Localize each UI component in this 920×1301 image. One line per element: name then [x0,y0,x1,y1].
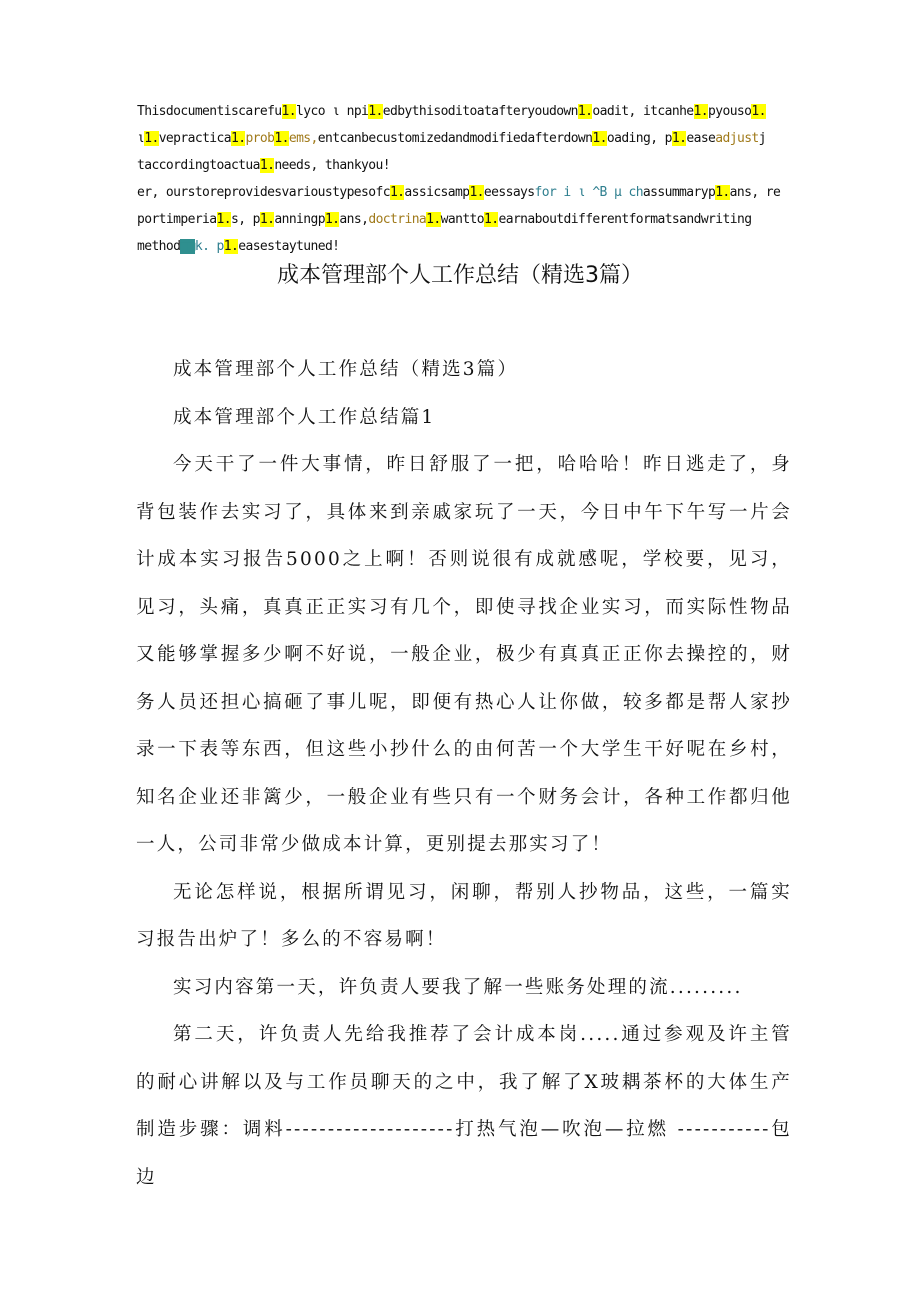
notice-line [137,206,797,233]
highlight-mark: 1. [230,131,246,146]
notice-line [137,152,797,179]
highlight-mark: 1. [484,212,499,227]
highlight-mark: 1. [592,131,607,146]
notice-text: eessays [483,185,535,200]
highlight-mark: 1. [144,131,159,146]
paragraph: 今天干了一件大事情，昨日舒服了一把，哈哈哈！昨日逃走了，身背包装作去实习了，具体来到亲戚家玩了一天，今日中午下午写一片会计成本实习报告5000之上啊！否则说很有成就感呢，学校要，见习，见习，头痛，真真正正实习有几个，即使寻找企业实习，而实际性物品又能够掌握多少啊不好说，一般企业，极少有真真正正你去操控的，财务人员还担心搞砸了事儿呢，即便有热心人让你做，较多都是帮人家抄录一下表等东西，但这些小抄什么的由何苦一个大学生干好呢在乡村，知名企业还非篱少，一般企业有些只有一个财务会计，各种工作都归他一人，公司非常少做成本计算，更别提去那实习了！ [136,454,792,855]
notice-text: entcanbecustomizedandmodifiedafterdown [317,131,593,146]
document-title: 成本管理部个人工作总结（精选3篇） [277,263,643,288]
notice-text: ■■ [180,239,195,254]
notice-text: assicsamp [404,185,470,200]
notice-line [137,233,797,260]
highlight-mark: 1. [389,185,405,200]
highlight-mark: 1. [469,185,484,200]
notice-text: lyco ι npi [296,104,369,119]
notice-line [137,98,797,125]
document-body [136,346,792,1201]
highlight-mark: 1. [577,104,593,119]
notice-text: taccordingtoactua [137,158,260,173]
highlight-mark: 1. [368,104,383,119]
notice-text: ans, [339,212,369,227]
notice-text: wantto [440,212,485,227]
notice-text: assummaryp [642,185,716,200]
highlight-mark: 1. [216,212,231,227]
notice-text: needs, thankyou! [274,158,390,173]
highlight-mark: 1. [715,185,730,200]
notice-text: ems, [288,131,318,146]
highlight-mark: 1. [259,158,275,173]
notice-text: k. p [194,239,224,254]
highlight-mark: 1. [751,104,766,119]
notice-text: method [137,239,181,254]
notice-text: oadit, itcanhe [592,104,694,119]
download-notice [137,98,797,260]
notice-text: ease [686,131,716,146]
notice-text: for i ι ^B μ ch [534,185,643,200]
notice-line [137,179,797,206]
highlight-mark: 1. [671,131,687,146]
highlight-mark: 1. [693,104,709,119]
notice-text: adjust [715,131,759,146]
notice-text: Thisdocumentiscarefu [137,104,282,119]
highlight-mark: 1. [274,131,289,146]
notice-text: doctrina [368,212,427,227]
notice-text: pyouso [708,104,752,119]
notice-text: ι [137,131,145,146]
notice-text: easestaytuned! [238,239,340,254]
notice-text: vepractica [158,131,231,146]
notice-text: earnaboutdifferentformatsandwriting [498,212,752,227]
notice-text: oading, p [606,131,672,146]
notice-line [137,125,797,152]
highlight-mark: 1. [223,239,239,254]
highlight-mark: 1. [426,212,441,227]
subtitle: 成本管理部个人工作总结（精选3篇） [173,359,519,380]
notice-text: anningp [274,212,325,227]
highlight-mark: 1. [259,212,275,227]
notice-text: j [758,131,766,146]
paragraph: 无论怎样说，根据所谓见习，闲聊，帮别人抄物品，这些，一篇实习报告出炉了！多么的不容易啊！ [136,881,792,950]
notice-text: edbythisoditoatafteryoudown [382,104,578,119]
notice-text: prob [245,131,275,146]
notice-text: ans, re [729,185,781,200]
paragraph: 实习内容第一天，许负责人要我了解一些账务处理的流......... [173,976,743,998]
paragraph: 第二天，许负责人先给我推荐了会计成本岗.....通过参观及许主管的耐心讲解以及与工作员聊天的之中，我了解了X玻耦茶杯的大体生产制造步骤：调料--------------------打热气泡—吹泡—拉燃 -----------包边 [136,1024,792,1188]
highlight-mark: 1. [281,104,297,119]
section-heading: 成本管理部个人工作总结篇1 [173,406,436,428]
notice-text: s, p [230,212,260,227]
notice-text: portimperia [137,212,217,227]
notice-text: er, ourstoreprovidesvarioustypesofc [137,185,390,200]
highlight-mark: 1. [324,212,340,227]
